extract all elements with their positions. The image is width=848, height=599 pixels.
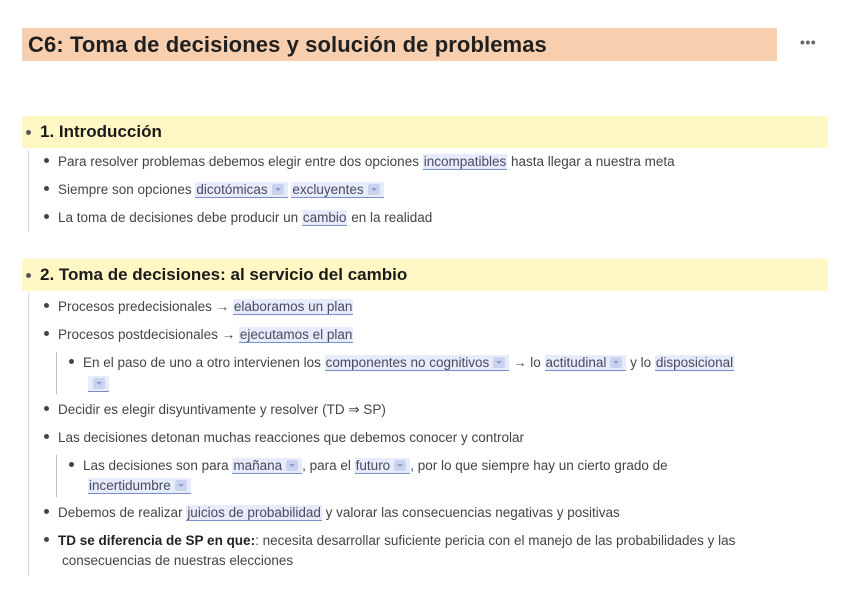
- bullet-icon: [26, 130, 31, 135]
- list-item: Las decisiones son para mañana , para el futuro , por lo que siempre hay un cierto grado de: [69, 456, 668, 476]
- cloze-highlight[interactable]: mañana: [232, 458, 302, 474]
- bullet-icon: [44, 537, 49, 542]
- list-item: La toma de decisiones debe producir un cambio en la realidad: [44, 208, 432, 228]
- cloze-highlight[interactable]: cambio: [302, 210, 347, 225]
- bullet-icon: [44, 434, 49, 439]
- cloze-highlight[interactable]: elaboramos un plan: [233, 299, 353, 314]
- tree-guide-line: [28, 293, 29, 576]
- list-item: TD se diferencia de SP en que:: necesita desarrollar suficiente pericia con el manejo de las probabilidades y las: [44, 531, 735, 551]
- cloze-highlight[interactable]: incertidumbre: [88, 478, 191, 494]
- cloze-dropdown-icon[interactable]: [493, 357, 505, 368]
- section-introduccion: [22, 116, 828, 148]
- section-heading-text: 1. Introducción: [40, 122, 162, 141]
- cloze-highlight[interactable]: componentes no cognitivos: [325, 355, 510, 371]
- page-title-bar: [22, 28, 777, 61]
- cloze-dropdown-icon[interactable]: [175, 480, 187, 491]
- cloze-highlight[interactable]: incompatibles: [423, 154, 507, 169]
- page-title: C6: Toma de decisiones y solución de problemas: [28, 31, 547, 57]
- section-heading-text: 2. Toma de decisiones: al servicio del cambio: [40, 265, 408, 284]
- cloze-dropdown-icon[interactable]: [286, 460, 298, 471]
- cloze-highlight[interactable]: [88, 376, 109, 392]
- bullet-icon: [44, 186, 49, 191]
- more-options-icon[interactable]: •••: [800, 34, 817, 50]
- list-item-continuation: [88, 476, 191, 496]
- cloze-highlight[interactable]: disposicional: [655, 355, 734, 370]
- bullet-icon: [44, 406, 49, 411]
- cloze-dropdown-icon[interactable]: [272, 184, 284, 195]
- bullet-icon: [44, 214, 49, 219]
- bullet-icon: [69, 462, 74, 467]
- list-item: Las decisiones detonan muchas reacciones que debemos conocer y controlar: [44, 428, 524, 448]
- bullet-icon: [44, 331, 49, 336]
- list-item: Decidir es elegir disyuntivamente y resolver (TD ⇒ SP): [44, 400, 386, 420]
- bullet-icon: [44, 509, 49, 514]
- list-item: Procesos predecisionales → elaboramos un plan: [44, 297, 353, 317]
- list-item: Procesos postdecisionales → ejecutamos el plan: [44, 325, 353, 345]
- list-item-continuation: [88, 374, 109, 394]
- cloze-highlight[interactable]: actitudinal: [545, 355, 627, 371]
- list-item-continuation: consecuencias de nuestras elecciones: [62, 553, 294, 568]
- list-item: Debemos de realizar juicios de probabilidad y valorar las consecuencias negativas y positivas: [44, 503, 620, 523]
- bullet-icon: [44, 158, 49, 163]
- section-heading[interactable]: [22, 116, 828, 148]
- cloze-highlight[interactable]: dicotómicas: [195, 182, 287, 198]
- list-item: Para resolver problemas debemos elegir entre dos opciones incompatibles hasta llegar a nuestra meta: [44, 152, 675, 172]
- cloze-highlight[interactable]: futuro: [355, 458, 411, 474]
- bullet-icon: [26, 273, 31, 278]
- cloze-highlight[interactable]: excluyentes: [291, 182, 383, 198]
- cloze-highlight[interactable]: juicios de probabilidad: [187, 505, 321, 520]
- bullet-icon: [44, 303, 49, 308]
- cloze-dropdown-icon[interactable]: [610, 357, 622, 368]
- section-toma-de-decisiones: [22, 259, 828, 291]
- tree-guide-line: [28, 150, 29, 232]
- bullet-icon: [69, 359, 74, 364]
- section-heading[interactable]: [22, 259, 828, 291]
- cloze-dropdown-icon[interactable]: [93, 378, 105, 389]
- list-item: En el paso de uno a otro intervienen los componentes no cognitivos → lo actitudinal y lo disposicional: [69, 353, 734, 373]
- tree-guide-line: [56, 455, 57, 497]
- cloze-dropdown-icon[interactable]: [368, 184, 380, 195]
- tree-guide-line: [56, 352, 57, 394]
- cloze-dropdown-icon[interactable]: [394, 460, 406, 471]
- cloze-highlight[interactable]: ejecutamos el plan: [239, 327, 353, 342]
- list-item: Siempre son opciones dicotómicas excluyentes: [44, 180, 384, 200]
